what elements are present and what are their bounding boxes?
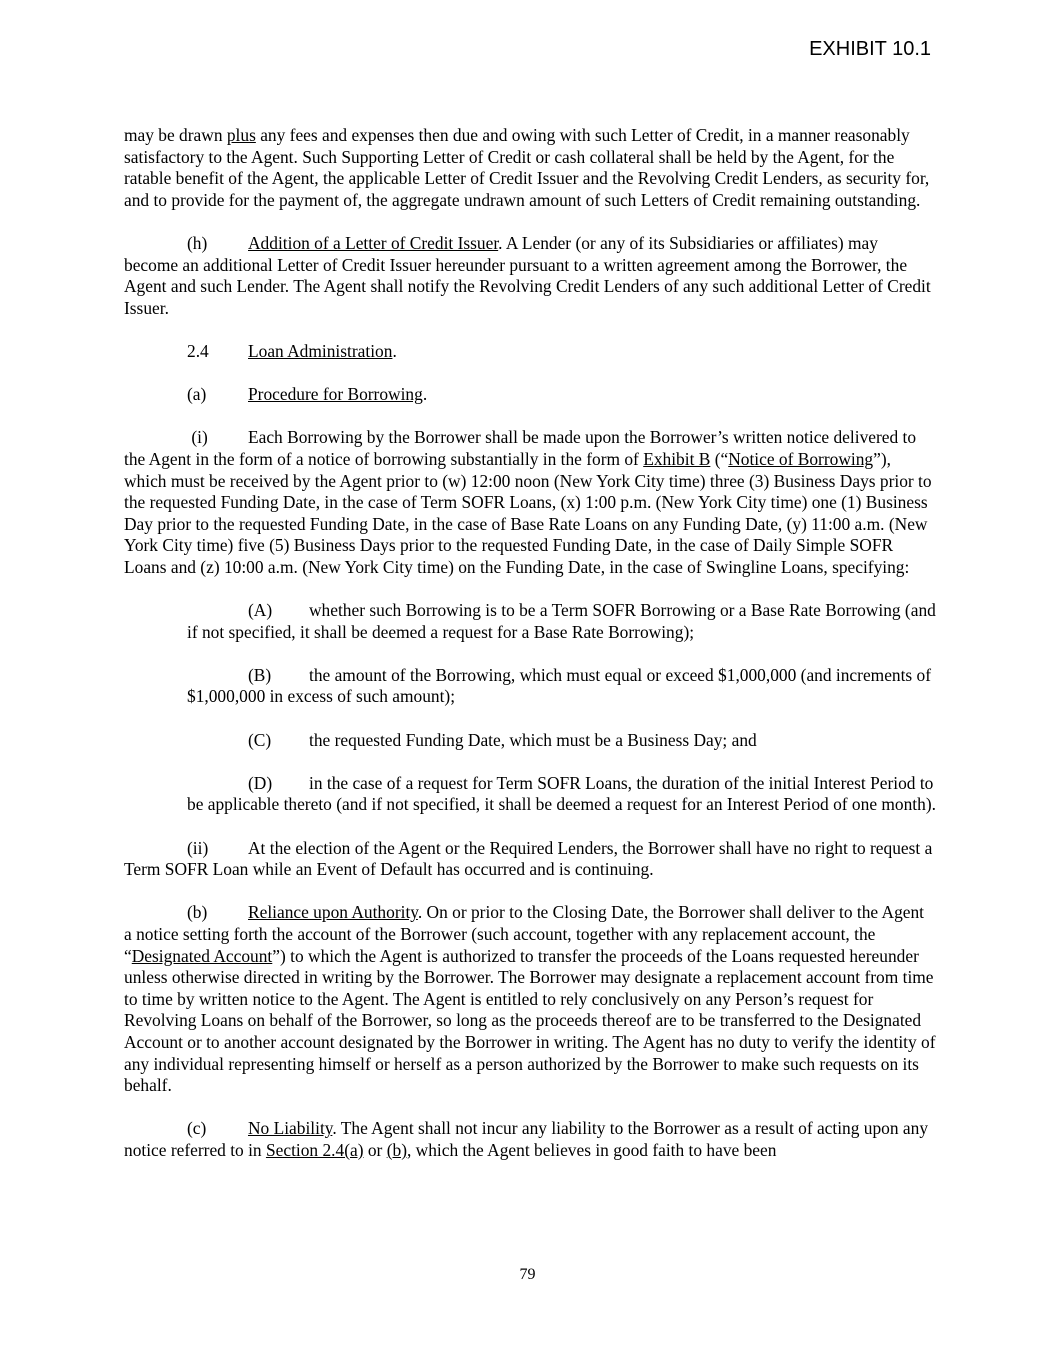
underlined-term: Loan Administration [248, 340, 393, 361]
paragraph [124, 902, 936, 1096]
section-label: (h) [187, 232, 208, 253]
exhibit-label: EXHIBIT 10.1 [809, 38, 931, 60]
section-label: (A) [248, 600, 273, 621]
paragraph [124, 427, 936, 578]
underlined-term: Addition of a Letter of Credit Issuer [248, 232, 499, 253]
paragraph [124, 838, 936, 881]
paragraph [187, 773, 936, 816]
section-label: (i) [187, 427, 208, 448]
underlined-term: Section 2.4(a) [265, 1139, 364, 1160]
section-label: (ii) [187, 837, 209, 858]
paragraph-text: . The Agent shall not incur any liability to the Borrower as a result of acting upon any notice referred to in [124, 1118, 929, 1160]
paragraph-text: At the election of the Agent or the Required Lenders, the Borrower shall have no right to request a Term SOFR Loan while an Event of Default has occurred and is continuing. [124, 837, 933, 880]
section-label: 2.4 [187, 340, 209, 361]
paragraph [187, 600, 936, 643]
paragraph [187, 665, 936, 708]
paragraph-text: whether such Borrowing is to be a Term SOFR Borrowing or a Base Rate Borrowing (and if not specified, it shall be deemed a request for a Base Rate Borrowing); [187, 600, 936, 642]
paragraph [124, 1118, 936, 1161]
paragraph-text: may be drawn [124, 125, 227, 145]
underlined-term: Notice of Borrowing [728, 448, 874, 469]
section-label: (C) [248, 729, 272, 750]
paragraph-text: (“ [710, 448, 729, 469]
underlined-term: Procedure for Borrowing [248, 384, 423, 405]
underlined-term: Reliance upon Authority [248, 902, 418, 923]
underlined-term: Designated Account [131, 945, 273, 966]
section-label: (a) [187, 384, 207, 405]
underlined-term: (b) [386, 1139, 407, 1160]
paragraph-text: Each Borrowing by the Borrower shall be made upon the Borrower’s written notice delivered to the Agent in the form of a notice of borrowing substantially in the form of [124, 427, 917, 469]
paragraph-text: . On or prior to the Closing Date, the Borrower shall deliver to the Agent a notice setting forth the account of the Borrower (such account, together with any replacement account, the “ [124, 902, 925, 966]
page-number: 79 [519, 1266, 536, 1283]
paragraph [124, 125, 936, 211]
paragraph-text: any fees and expenses then due and owing with such Letter of Credit, in a manner reasonably satisfactory to the Agent. Such Supporting Letter of Credit or cash collateral shall be held by the Agent, for the ratable benefit of the Agent, the applicable Letter of Credit Issuer and the Revolving Credit Lenders, as security for, and to provide for the payment of, the aggregate undrawn amount of such Letters of Credit remaining outstanding. [124, 125, 930, 210]
paragraph-text: the amount of the Borrowing, which must equal or exceed $1,000,000 (and increments of $1,000,000 in excess of such amount); [187, 664, 932, 707]
section-label: (c) [187, 1118, 207, 1139]
underlined-term: plus [226, 125, 256, 145]
paragraph [124, 384, 936, 406]
section-label: (b) [187, 902, 208, 923]
paragraph [124, 341, 936, 363]
underlined-term: No Liability [248, 1118, 333, 1139]
paragraph-text: ”) to which the Agent is authorized to transfer the proceeds of the Loans requested hereunder unless otherwise directed in writing by the Borrower. The Borrower may designate a replacement account from time to time by written notice to the Agent. The Agent is entitled to rely conclusively on any Person’s request for Revolving Loans on behalf of the Borrower, so long as the proceeds thereof are to be transferred to the Designated Account or to another account designated by the Borrower in writing. The Agent has no duty to verify the identity of any individual representing himself or herself as a person authorized by the Borrower to make such requests on its behalf. [124, 945, 936, 1096]
paragraph [187, 730, 936, 752]
document-body [124, 125, 936, 1183]
paragraph-text: or [363, 1139, 387, 1160]
paragraph-text: . [422, 384, 428, 405]
paragraph-text: the requested Funding Date, which must be a Business Day; and [309, 729, 757, 750]
paragraph-text: ”), which must be received by the Agent prior to (w) 12:00 noon (New York City time) three (3) Business Days prior to the requested Funding Date, in the case of Term SOFR Loans, (x) 1:00 p.m. (New York City time) one (1) Business Day prior to the requested Funding Date, in the case of Base Rate Loans on any Funding Date, (y) 11:00 a.m. (New York City time) five (5) Business Days prior to the requested Funding Date, in the case of Daily Simple SOFR Loans and (z) 10:00 a.m. (New York City time) on the Funding Date, in the case of Swingline Loans, specifying: [124, 448, 932, 577]
paragraph-text: , which the Agent believes in good faith to have been [406, 1139, 777, 1160]
paragraph [124, 233, 936, 319]
paragraph-text: . A Lender (or any of its Subsidiaries or affiliates) may become an additional Letter of Credit Issuer hereunder pursuant to a written agreement among the Borrower, the Agent and such Lender. The Agent shall notify the Revolving Credit Lenders of any such additional Letter of Credit Issuer. [124, 232, 931, 318]
paragraph-text: . [392, 340, 397, 361]
section-label: (D) [248, 772, 273, 793]
underlined-term: Exhibit B [643, 448, 711, 469]
section-label: (B) [248, 664, 272, 685]
paragraph-text: in the case of a request for Term SOFR Loans, the duration of the initial Interest Period to be applicable thereto (and if not specified, it shall be deemed a request for an Interest Period of one month). [187, 772, 936, 815]
